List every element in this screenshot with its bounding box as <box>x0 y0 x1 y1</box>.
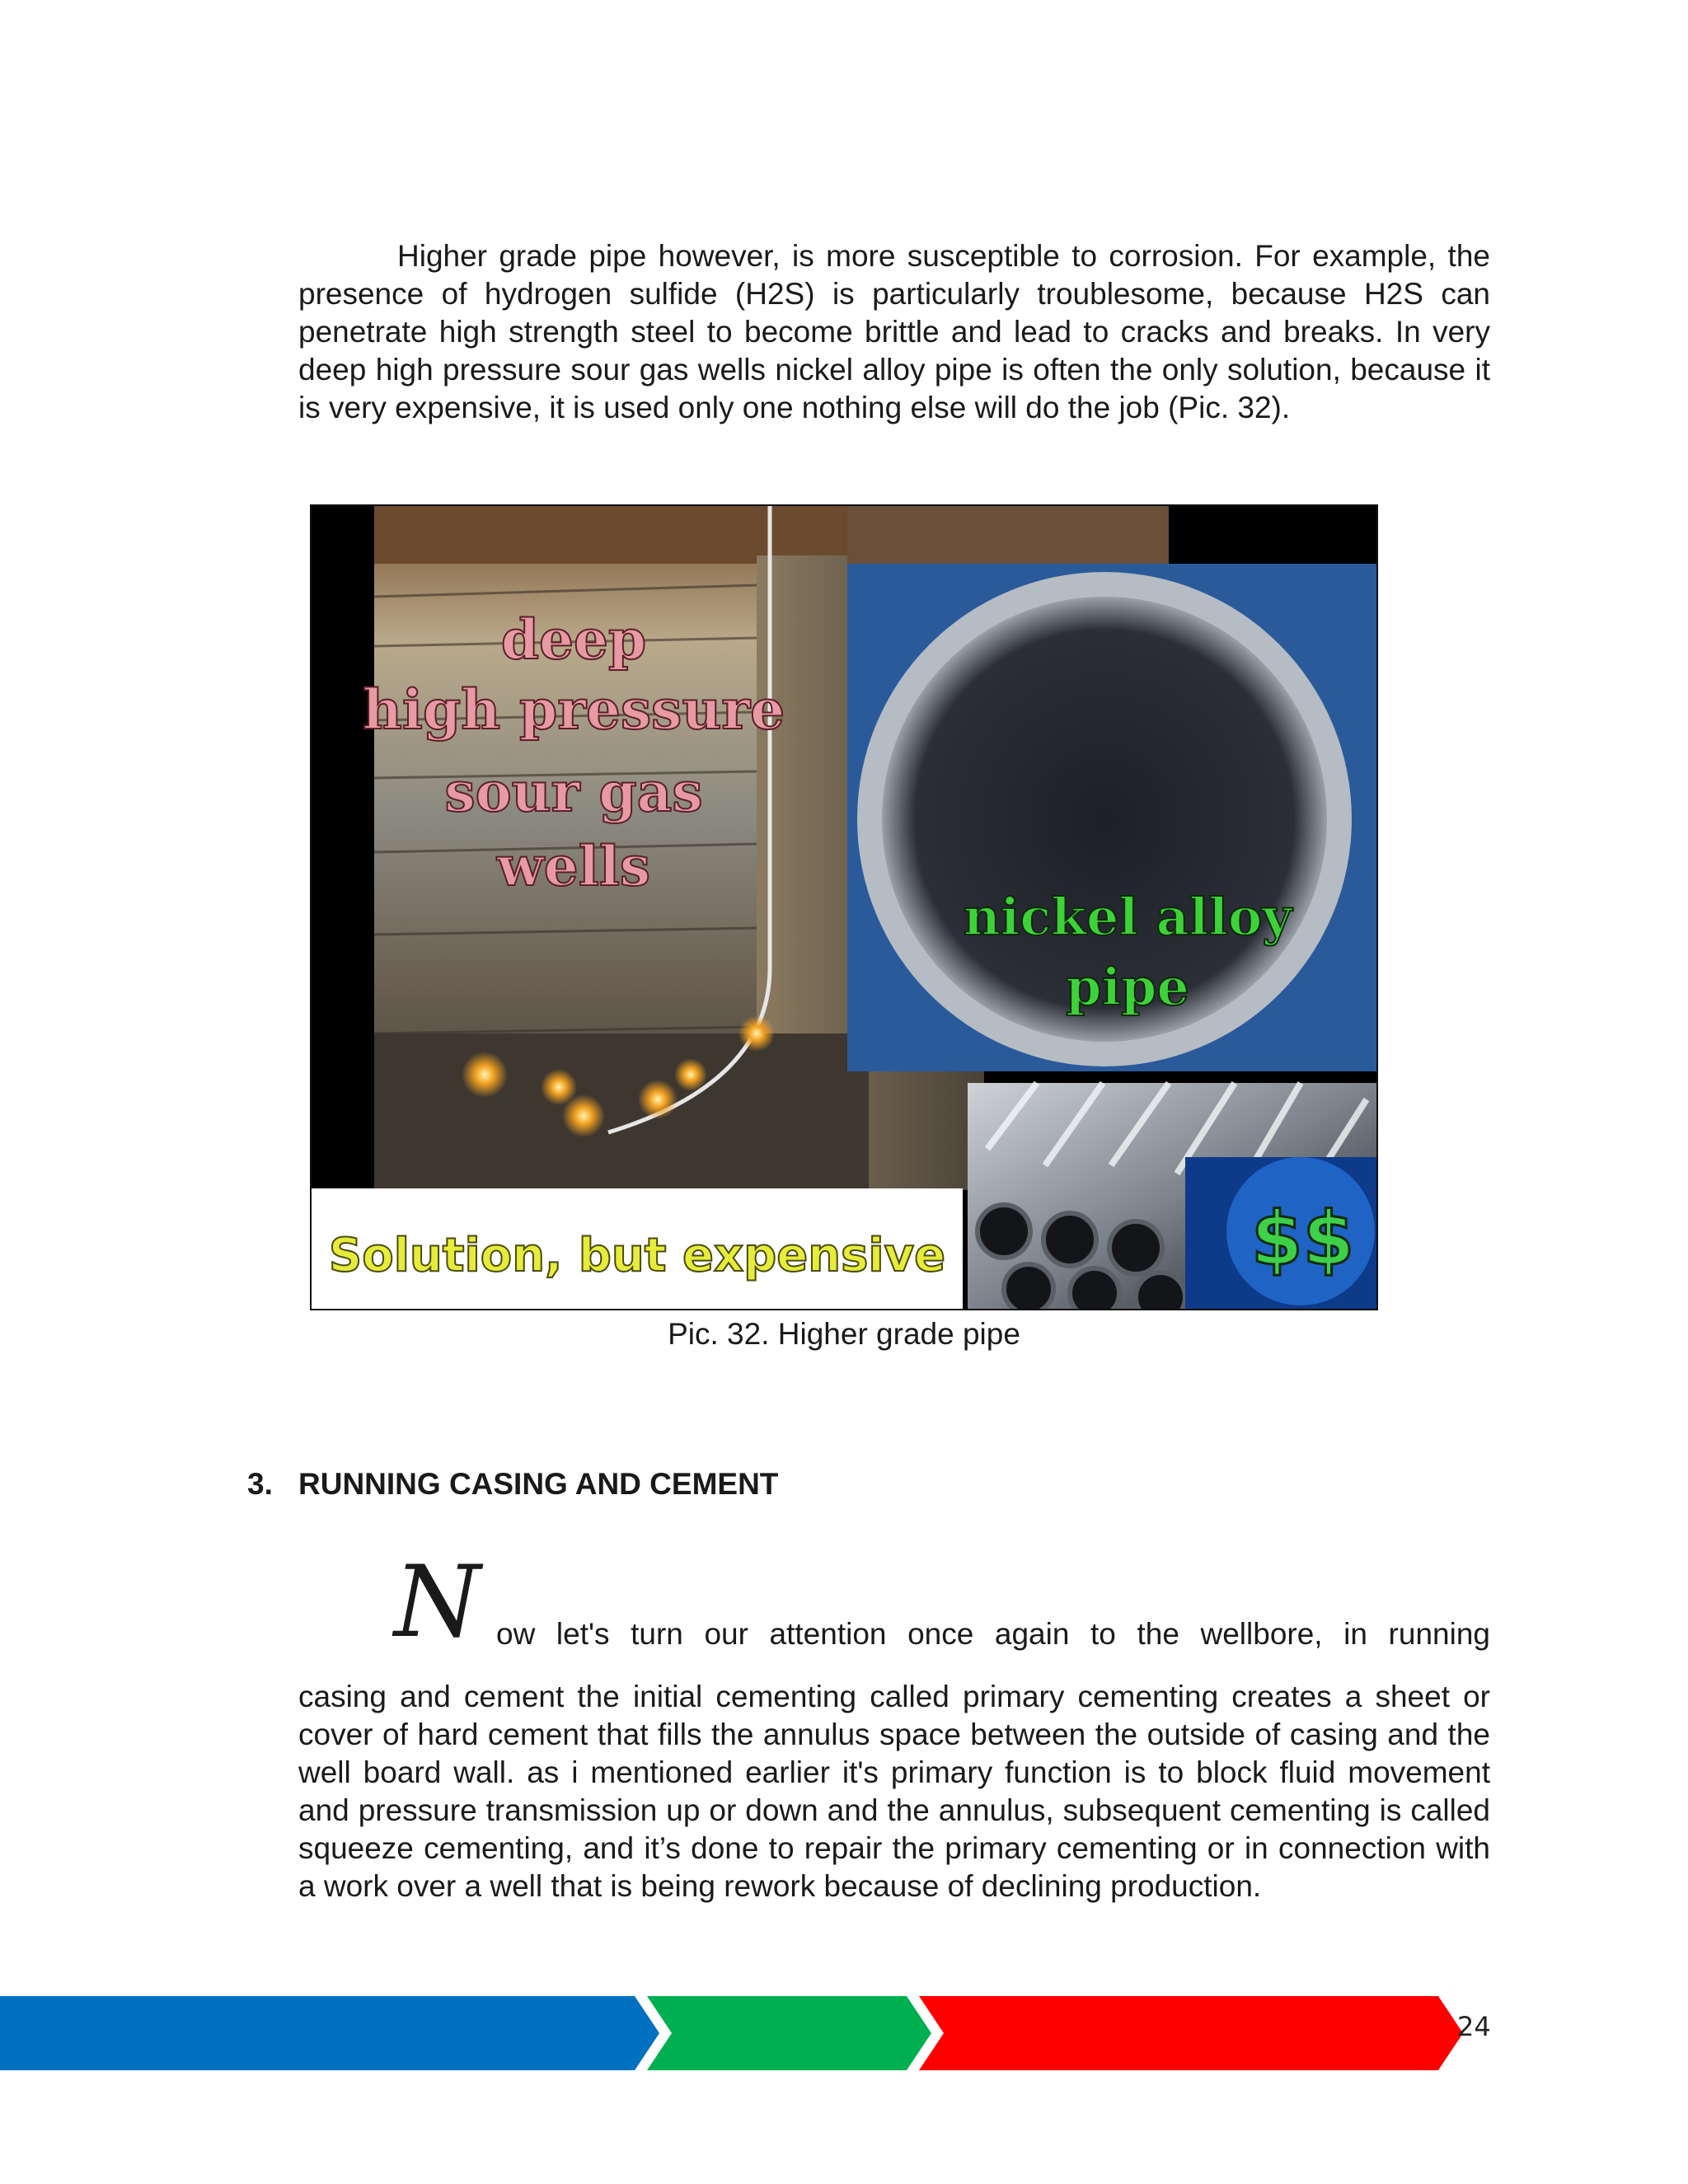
section-number: 3. <box>247 1467 273 1501</box>
paragraph-first-line: ow let's turn our attention once again to the wellbore, in running <box>496 1617 1490 1651</box>
page-number: 24 <box>1457 2011 1491 2042</box>
banner-text: Solution, but expensive <box>328 1229 946 1282</box>
higher-grade-pipe-image <box>312 506 1378 1310</box>
footer-blue-arrow <box>0 1996 659 2070</box>
overlay-pipe: pipe <box>1066 957 1189 1017</box>
overlay-sour-gas: sour gas <box>444 760 703 824</box>
overlay-wells: wells <box>496 834 651 898</box>
footer-red-arrow <box>919 1996 1463 2070</box>
figure-caption: Pic. 32. Higher grade pipe <box>668 1317 1020 1351</box>
intro-paragraph: Higher grade pipe however, is more susceptible to corrosion. For example, the presence of hydrogen sulfide (H2S) is particularly troublesome, because H2S can penetrate high strength steel to become brittle and lead to cracks and breaks. In very deep high pressure sour gas wells nickel alloy pipe is often the only solution, because it is very expensive, it is used only one nothing else will do the job (Pic. 32). <box>298 239 1490 424</box>
money-symbols: $$ <box>1251 1196 1355 1282</box>
overlay-deep: deep <box>500 607 647 672</box>
casing-cement-paragraph: casing and cement the initial cementing called primary cementing creates a sheet or cover of hard cement that fills the annulus space between the outside of casing and the well board wall. as i mentioned earlier it's primary function is to block fluid movement and pressure transmission up or down and the annulus, subsequent cementing is called squeeze cementing, and it’s done to repair the primary cementing or in connection with a work over a well that is being rework because of declining production. <box>298 1680 1490 1903</box>
section-heading <box>247 1465 778 1503</box>
footer-arrow-bar <box>0 1996 1467 2070</box>
figure-pic-32 <box>310 504 1378 1310</box>
section-title: RUNNING CASING AND CEMENT <box>298 1467 779 1501</box>
overlay-high-pressure: high pressure <box>362 677 785 742</box>
footer-green-arrow <box>647 1996 931 2070</box>
overlay-nickel-alloy: nickel alloy <box>963 887 1292 947</box>
drop-cap: N <box>394 1545 481 1660</box>
